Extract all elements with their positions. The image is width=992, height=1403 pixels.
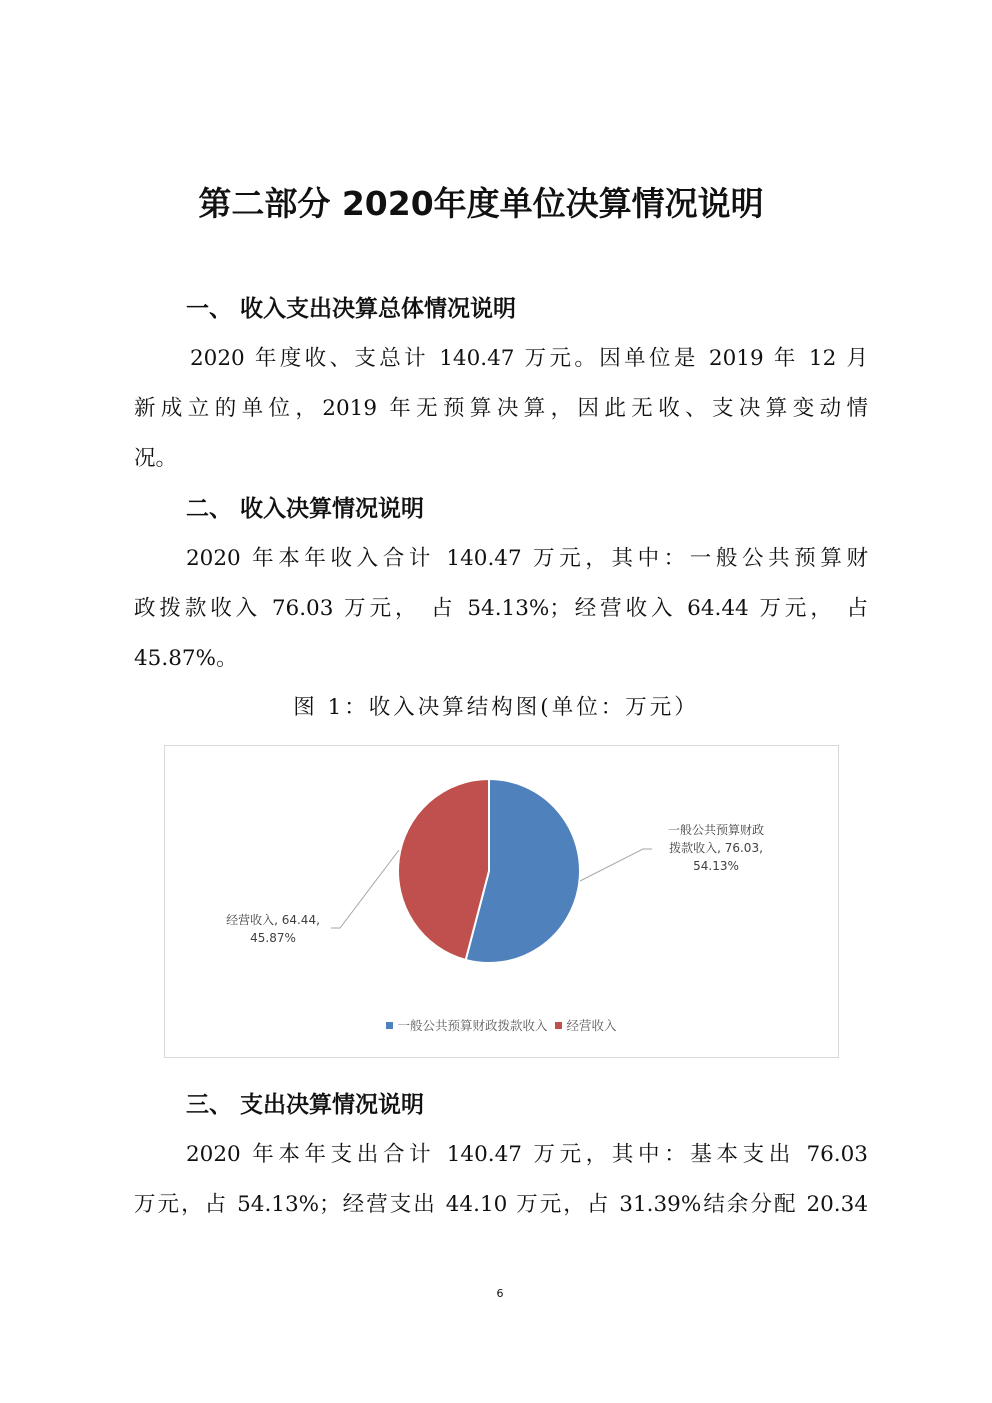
paragraph-line: 政拨款收入 76.03 万元， 占 54.13%；经营收入 64.44 万元， 占 (134, 596, 868, 621)
page-title: 第二部分 2020年度单位决算情况说明 (198, 184, 764, 223)
paragraph-line: 2020 年度收、支总计 140.47 万元。因单位是 2019 年 12 月 (190, 346, 868, 371)
leader-line-1 (331, 850, 399, 928)
section-heading-3: 三、 支出决算情况说明 (186, 1092, 425, 1118)
label-line: 54.13% (693, 859, 739, 873)
legend-swatch-fiscal (386, 1022, 393, 1029)
paragraph-line: 万元，占 54.13%；经营支出 44.10 万元，占 31.39%结余分配 20.34 (134, 1192, 868, 1217)
section-heading-2: 二、 收入决算情况说明 (186, 496, 425, 522)
paragraph-line: 新成立的单位，2019 年无预算决算，因此无收、支决算变动情 (134, 396, 868, 421)
leader-line-0 (580, 849, 652, 881)
label-line: 拨款收入, 76.03, (669, 841, 763, 855)
label-line: 经营收入, 64.44, (226, 913, 320, 927)
legend-label-operating: 经营收入 (566, 1018, 617, 1033)
paragraph-line: 2020 年本年收入合计 140.47 万元，其中：一般公共预算财 (186, 546, 868, 571)
pie-chart (164, 745, 839, 1058)
chart-legend (165, 1016, 838, 1034)
pie-svg (165, 746, 838, 1057)
section-heading-1: 一、 收入支出决算总体情况说明 (186, 296, 517, 322)
paragraph-line: 况。 (134, 446, 178, 471)
slice-label-operating (213, 911, 333, 947)
label-line: 45.87% (250, 931, 296, 945)
page-number: 6 (496, 1287, 504, 1300)
legend-label-fiscal: 一般公共预算财政拨款收入 (397, 1018, 548, 1033)
figure-caption: 图 1：收入决算结构图(单位：万元） (293, 695, 699, 720)
slice-label-fiscal (645, 821, 787, 875)
paragraph-line: 45.87%。 (134, 646, 238, 671)
paragraph-line: 2020 年本年支出合计 140.47 万元，其中：基本支出 76.03 (186, 1142, 868, 1167)
legend-swatch-operating (555, 1022, 562, 1029)
label-line: 一般公共预算财政 (667, 823, 764, 837)
